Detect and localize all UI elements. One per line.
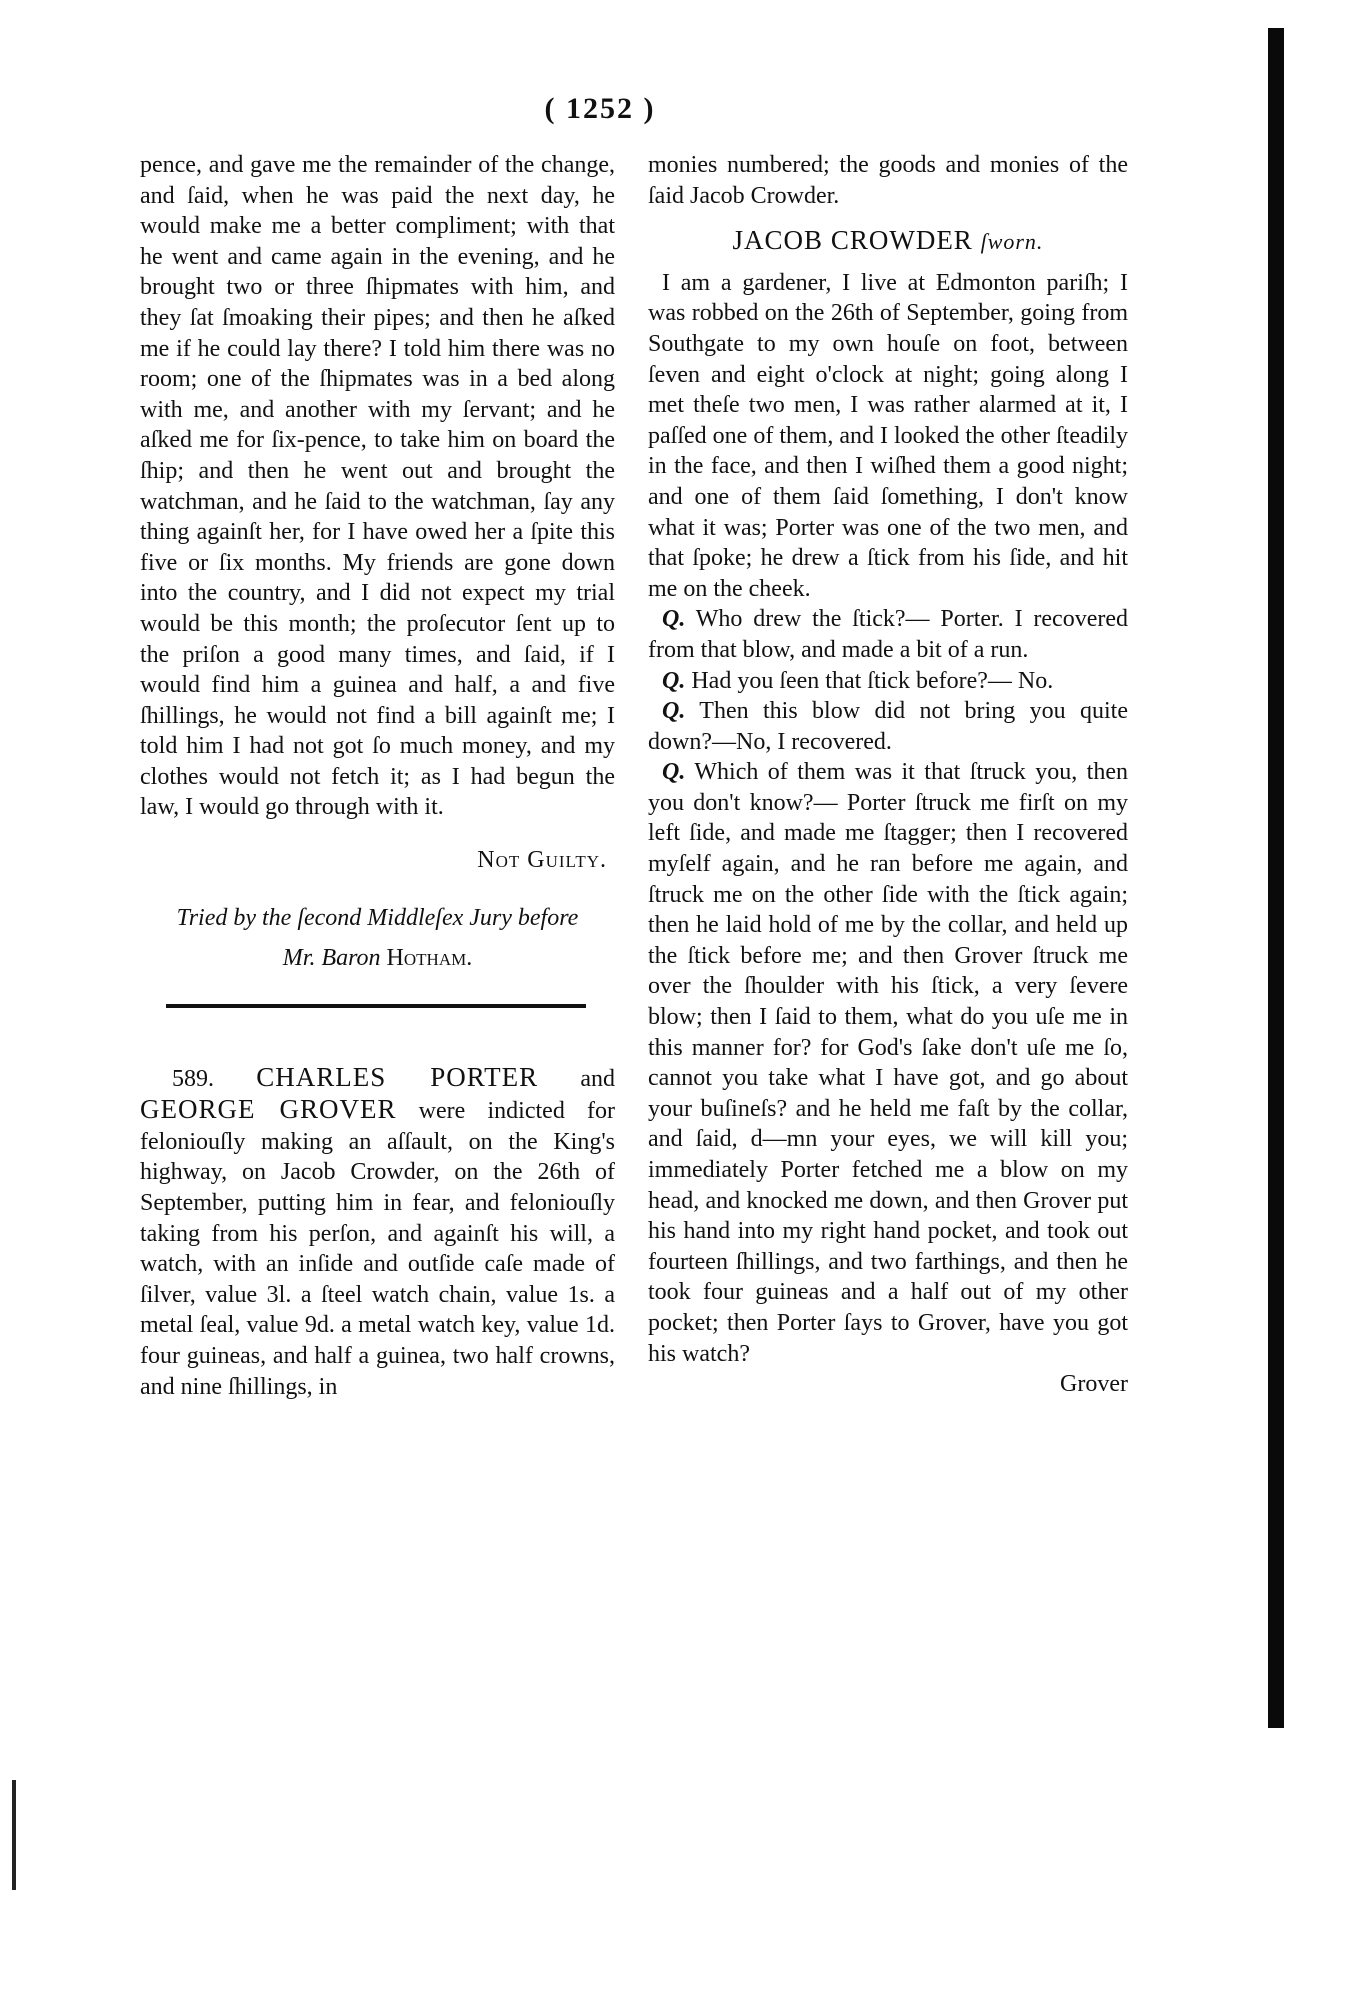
- question-mark-label: Q.: [662, 698, 686, 725]
- case-and: and: [580, 1065, 616, 1092]
- witness-testimony: I am a gardener, I live at Edmonton pariſh; I was robbed on the 26th of September, going from Southgate to my own houſe on foot, between ſeven and eight o'clock at night; going along I met theſe two men, I was rather alarmed at it, I paſſed one of them, and I looked the other ſteadily in the face, and then I wiſhed them a good night; and one of them ſaid ſomething, I don't know what it was; Porter was one of the two men, and that ſpoke; he drew a ſtick from his ſide, and hit me on the cheek.: [648, 269, 1128, 602]
- page-edge-bar: [1268, 28, 1284, 1728]
- left-column: [140, 150, 615, 1402]
- indictment-text: were indicted for feloniouſly making an aſſault, on the King's highway, on Jacob Crowder, on the 26th of September, putting him in fear, and feloniouſly taking from his perſon, and againſt his will, a watch, with an inſide and outſide caſe made of ſilver, value 3l. a ſteel watch chain, value 1s. a metal ſeal, value 9d. a metal watch key, value 1d. four guineas, and half a guinea, two half crowns, and nine ſhillings, in: [140, 1098, 616, 1400]
- defendant-2: GEORGE GROVER: [140, 1094, 397, 1125]
- judge-name: Hotham.: [386, 944, 473, 971]
- scan-margin-mark: [12, 1780, 16, 1890]
- qa-text: Then this blow did not bring you quite down?—No, I recovered.: [648, 698, 1128, 755]
- page-number: ( 1252 ): [544, 92, 656, 125]
- qa-item: [648, 604, 1128, 665]
- section-divider: [166, 1004, 586, 1008]
- catchword: Grover: [1060, 1371, 1128, 1398]
- right-column: [648, 150, 1128, 1400]
- continued-testimony: pence, and gave me the remainder of the change, and ſaid, when he was paid the next day, he would make me a better compliment; with that he went and came again in the evening, and he brought two or three ſhipmates with him, and they ſat ſmoaking their pipes; and then he aſked me if he could lay there? I told him there was no room; one of the ſhipmates was in a bed along with me, and another with my ſervant; and he aſked me for ſix-pence, to take him on board the ſhip; and then he went out and brought the watchman, and he ſaid to the watchman, ſay any thing againſt her, for I have owed her a ſpite this five or ſix months. My friends are gone down into the country, and I did not expect my trial would be this month; the proſecutor ſent up to the priſon a good many times, and ſaid, if I would find him a guinea and half, a and five ſhillings, he would not find a bill againſt me; I told him I had not got ſo much money, and my clothes would not fetch it; as I had begun the law, I would go through with it.: [140, 152, 615, 821]
- tried-line-2-prefix: Mr. Baron: [282, 944, 381, 971]
- tried-before-note: [140, 898, 615, 978]
- case-number: 589.: [172, 1065, 214, 1092]
- question-mark-label: Q.: [662, 667, 686, 694]
- qa-text: Had you ſeen that ſtick before?— No.: [691, 667, 1054, 694]
- qa-text: Which of them was it that ſtruck you, then you don't know?— Porter ſtruck me firſt on my left ſide, and made me ſtagger; then I recovered myſelf again, and he ran before me again, and ſtruck me on the other ſide with the ſtick again; then he laid hold of me by the collar, and held up the ſtick before me; and then Grover ſtruck me over the ſhoulder with his ſtick, a very ſevere blow; then I ſaid to them, what do you uſe me in this manner for? for God's ſake don't uſe me ſo, cannot you take what I have got, and go about your buſineſs? and he held me faſt by the collar, and ſaid, d—mn your eyes, we will kill you; immediately Porter fetched me a blow on my head, and knocked me down, and then Grover put his hand into my right hand pocket, and took out fourteen ſhillings, and two farthings, and then he took four guineas and a half out of my other pocket; then Porter ſays to Grover, have you got his watch?: [648, 759, 1128, 1367]
- witness-heading: [648, 225, 1128, 258]
- question-mark-label: Q.: [662, 759, 686, 786]
- case-indictment: [140, 1062, 615, 1403]
- indictment-continued: monies numbered; the goods and monies of the ſaid Jacob Crowder.: [648, 152, 1128, 209]
- witness-name: JACOB CROWDER: [732, 225, 973, 256]
- tried-line-1: Tried by the ſecond Middleſex Jury before: [176, 904, 579, 931]
- qa-item: [648, 757, 1128, 1369]
- verdict: Not Guilty.: [477, 847, 607, 874]
- question-mark-label: Q.: [662, 606, 686, 633]
- defendant-1: CHARLES PORTER: [256, 1061, 539, 1092]
- witness-status: ſworn.: [980, 229, 1044, 255]
- qa-item: [648, 696, 1128, 757]
- qa-text: Who drew the ſtick?— Porter. I recovered from that blow, and made a bit of a run.: [648, 606, 1128, 663]
- qa-item: [648, 666, 1128, 697]
